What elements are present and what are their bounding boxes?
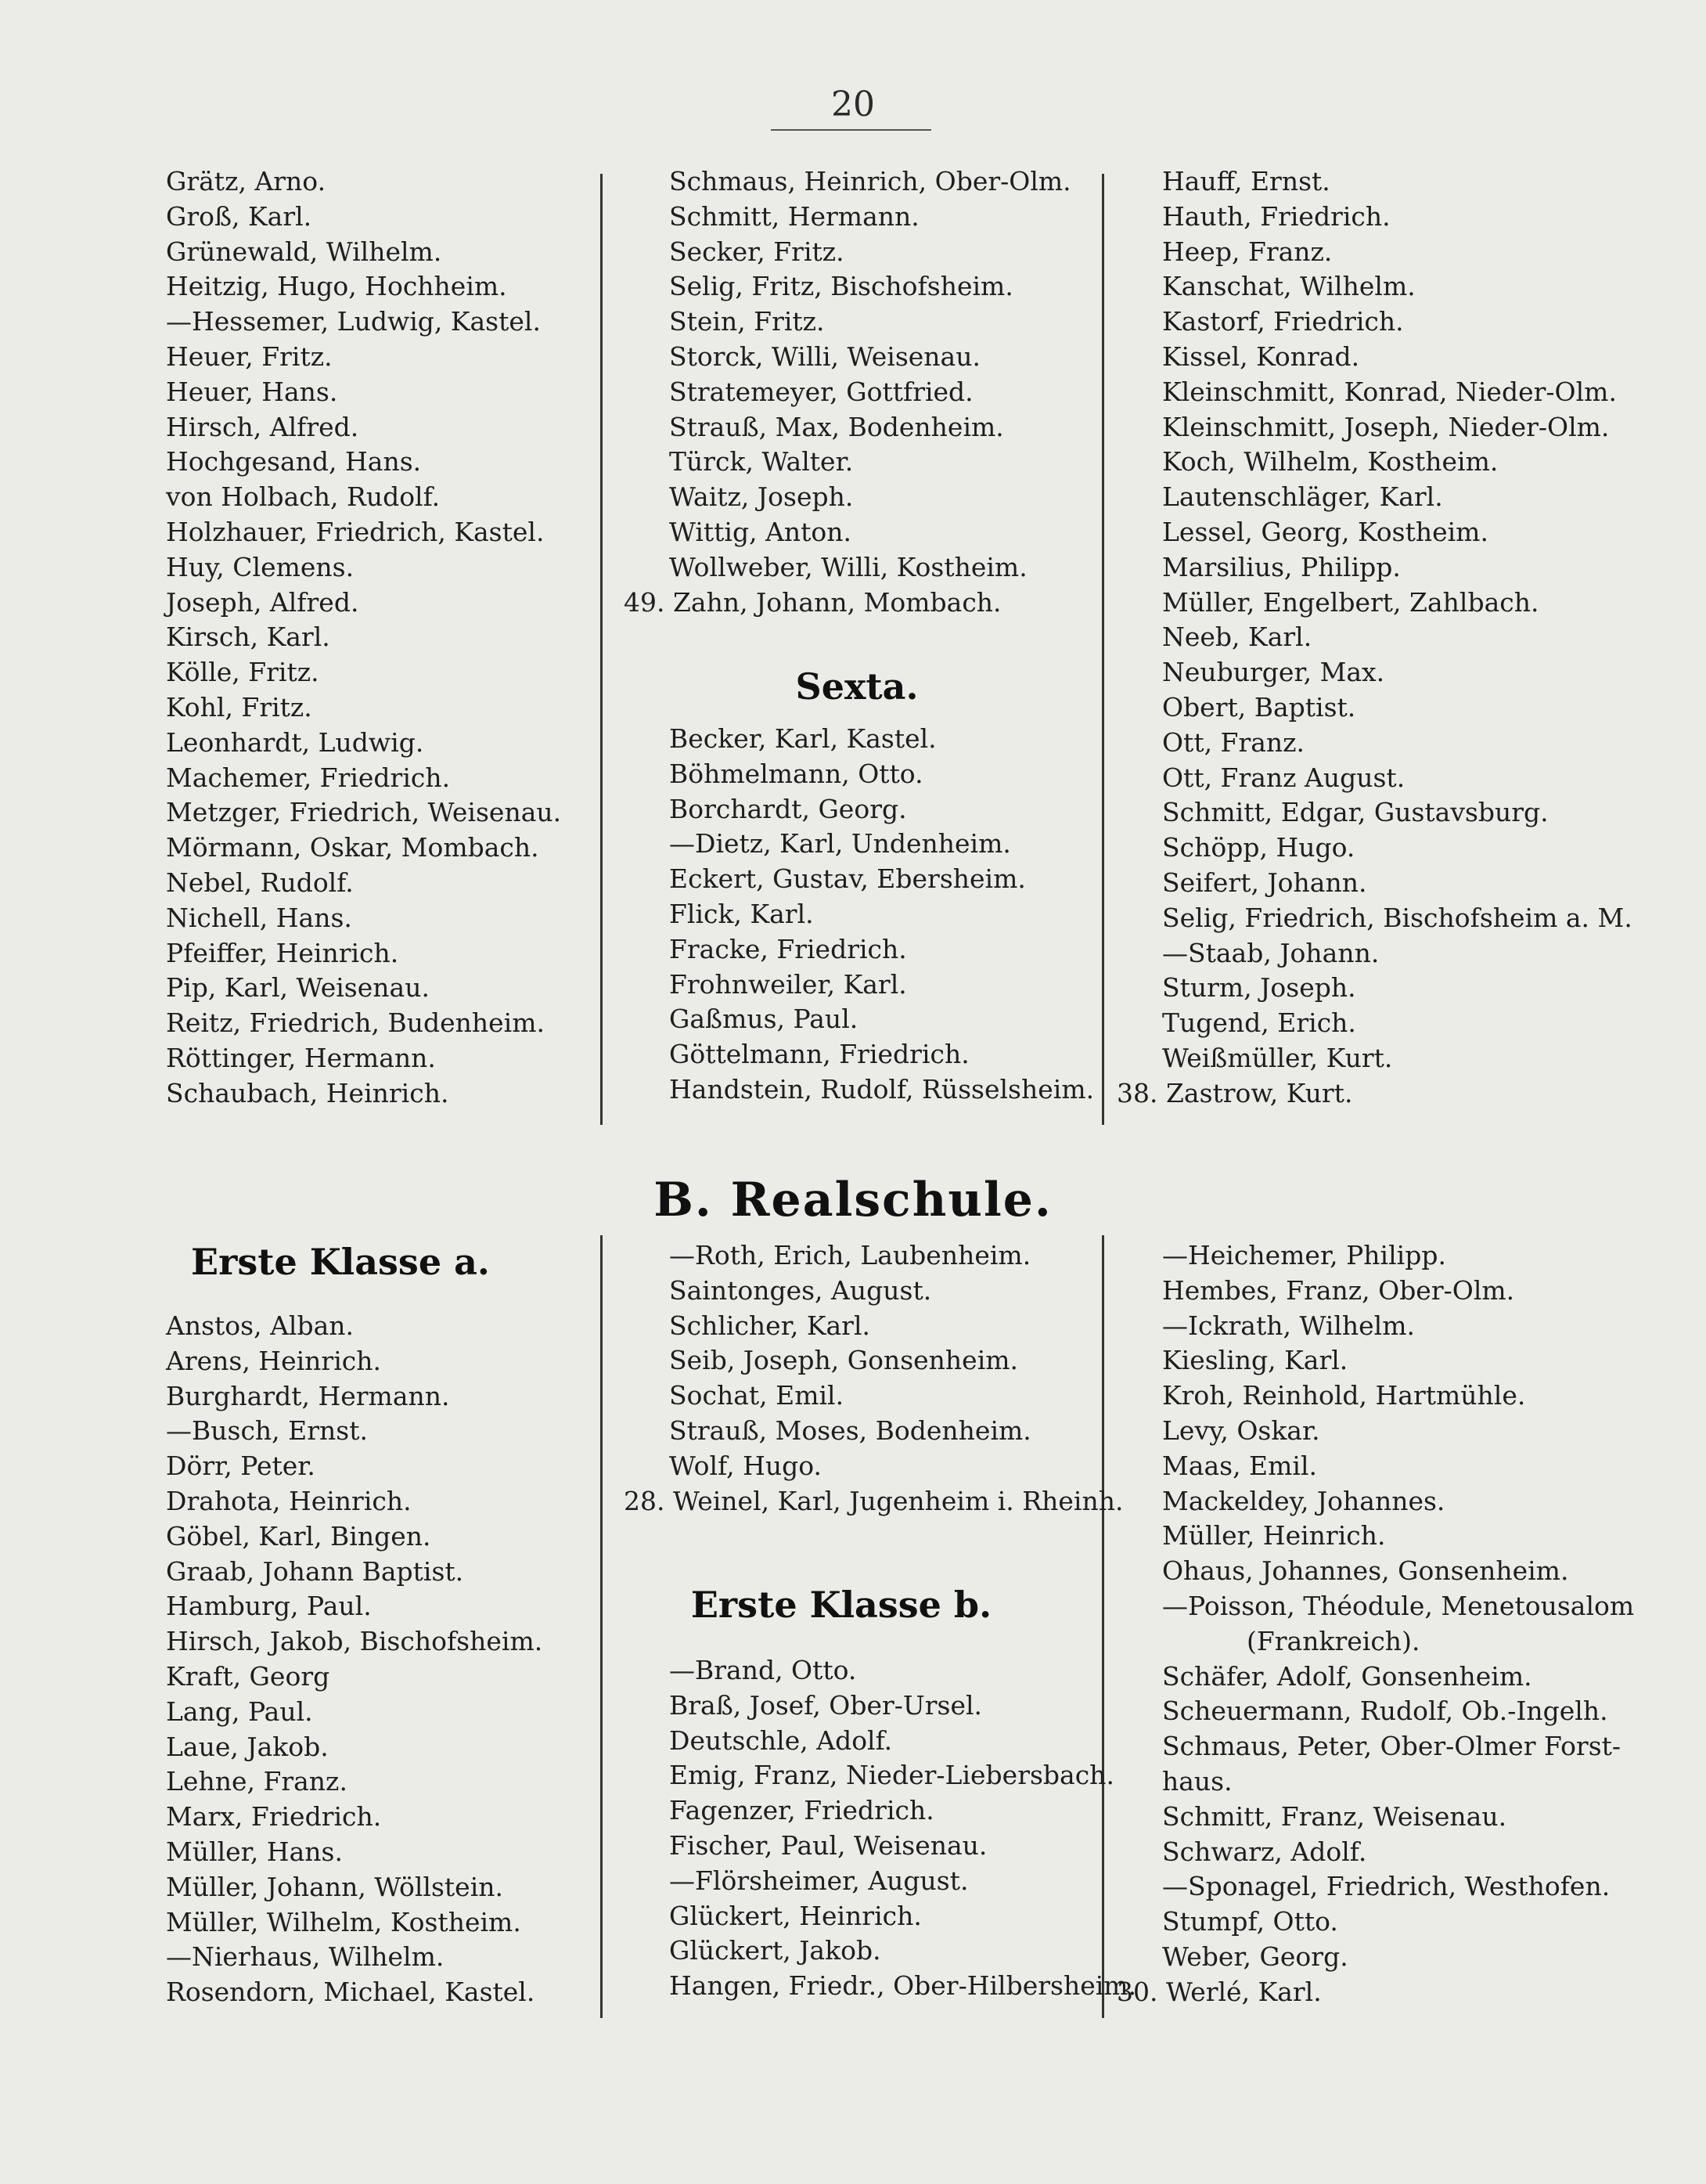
name-entry: Stumpf, Otto. bbox=[1162, 1906, 1338, 1937]
name-entry: Wolf, Hugo. bbox=[669, 1450, 822, 1481]
name-entry: Emig, Franz, Nieder-Liebersbach. bbox=[669, 1760, 1114, 1791]
name-entry: Neeb, Karl. bbox=[1162, 622, 1312, 653]
name-entry: —Nierhaus, Wilhelm. bbox=[166, 1941, 444, 1973]
name-entry: Eckert, Gustav, Ebersheim. bbox=[669, 863, 1026, 895]
name-entry: Wittig, Anton. bbox=[669, 516, 852, 547]
name-entry: Selig, Fritz, Bischofsheim. bbox=[669, 271, 1013, 302]
name-entry: —Sponagel, Friedrich, Westhofen. bbox=[1162, 1871, 1611, 1902]
name-entry: Pip, Karl, Weisenau. bbox=[166, 972, 430, 1004]
name-entry: Fischer, Paul, Weisenau. bbox=[669, 1829, 988, 1861]
name-entry: Becker, Karl, Kastel. bbox=[669, 723, 937, 754]
name-entry: Schöpp, Hugo. bbox=[1162, 832, 1355, 863]
name-entry: Röttinger, Hermann. bbox=[166, 1042, 436, 1073]
erste-klasse-b-heading: Erste Klasse b. bbox=[690, 1584, 992, 1626]
name-entry: Burghardt, Hermann. bbox=[166, 1380, 450, 1411]
name-entry: Müller, Heinrich. bbox=[1162, 1520, 1386, 1552]
name-entry: Marx, Friedrich. bbox=[166, 1801, 382, 1833]
name-entry: Seifert, Johann. bbox=[1162, 867, 1367, 898]
name-entry: —Heichemer, Philipp. bbox=[1162, 1240, 1446, 1270]
name-entry: Göttelmann, Friedrich. bbox=[669, 1039, 970, 1070]
page-number: 20 bbox=[831, 85, 875, 124]
sexta-list bbox=[669, 722, 1094, 1108]
name-entry: Strauß, Max, Bodenheim. bbox=[669, 411, 1004, 442]
name-entry: Storck, Willi, Weisenau. bbox=[669, 341, 981, 372]
name-entry: —Brand, Otto. bbox=[669, 1655, 857, 1685]
name-entry: Ott, Franz. bbox=[1162, 726, 1305, 758]
name-entry: Rosendorn, Michael, Kastel. bbox=[166, 1977, 535, 2008]
name-entry: —Hessemer, Ludwig, Kastel. bbox=[166, 306, 541, 337]
name-entry: Stein, Fritz. bbox=[669, 306, 825, 337]
name-entry: Nebel, Rudolf. bbox=[166, 867, 354, 898]
name-entry: Heitzig, Hugo, Hochheim. bbox=[166, 271, 507, 302]
page-number-rule bbox=[771, 129, 931, 131]
name-entry: Kölle, Fritz. bbox=[166, 657, 319, 688]
name-entry: Waitz, Joseph. bbox=[669, 481, 854, 513]
top-column-3 bbox=[1117, 164, 1632, 1112]
name-entry: Müller, Hans. bbox=[166, 1836, 343, 1867]
erste-klasse-b-list bbox=[669, 1653, 1136, 2004]
name-entry: Gaßmus, Paul. bbox=[669, 1004, 858, 1035]
name-entry: Borchardt, Georg. bbox=[669, 793, 907, 824]
name-entry: Maas, Emil. bbox=[1162, 1450, 1318, 1481]
name-entry: Reitz, Friedrich, Budenheim. bbox=[166, 1007, 545, 1039]
name-entry: Stratemeyer, Gottfried. bbox=[669, 376, 974, 407]
name-entry: Drahota, Heinrich. bbox=[166, 1485, 412, 1516]
name-entry: Dörr, Peter. bbox=[166, 1451, 315, 1482]
sexta-heading: Sexta. bbox=[795, 665, 919, 708]
name-entry: Leonhardt, Ludwig. bbox=[166, 726, 424, 758]
name-entry: von Holbach, Rudolf. bbox=[166, 481, 441, 513]
name-entry: Kissel, Konrad. bbox=[1162, 341, 1360, 372]
name-entry: Kroh, Reinhold, Hartmühle. bbox=[1162, 1380, 1526, 1411]
name-entry: Kohl, Fritz. bbox=[166, 691, 312, 723]
name-entry: Flick, Karl. bbox=[669, 898, 814, 929]
name-entry: Saintonges, August. bbox=[669, 1274, 932, 1306]
name-entry: Wollweber, Willi, Kostheim. bbox=[669, 551, 1028, 582]
top-column-1 bbox=[166, 164, 561, 1112]
name-entry: Sochat, Emil. bbox=[669, 1380, 844, 1411]
name-entry: Hauth, Friedrich. bbox=[1162, 200, 1391, 232]
name-entry: Handstein, Rudolf, Rüsselsheim. bbox=[669, 1073, 1095, 1105]
name-entry: Ott, Franz August. bbox=[1162, 762, 1405, 793]
name-entry: —Dietz, Karl, Undenheim. bbox=[669, 828, 1011, 860]
name-entry: Kleinschmitt, Konrad, Nieder-Olm. bbox=[1162, 376, 1617, 407]
name-entry: —Busch, Ernst. bbox=[166, 1415, 368, 1447]
erste-klasse-a-heading: Erste Klasse a. bbox=[191, 1241, 490, 1283]
name-entry: Kirsch, Karl. bbox=[166, 622, 330, 653]
name-entry: Weißmüller, Kurt. bbox=[1162, 1042, 1393, 1073]
name-entry: Anstos, Alban. bbox=[166, 1310, 354, 1341]
name-entry: Kraft, Georg bbox=[166, 1660, 330, 1692]
name-entry: Groß, Karl. bbox=[166, 200, 312, 232]
name-entry: Heep, Franz. bbox=[1162, 236, 1333, 267]
name-entry: Levy, Oskar. bbox=[1162, 1415, 1320, 1446]
name-entry: haus. bbox=[1162, 1765, 1233, 1797]
name-entry: Böhmelmann, Otto. bbox=[669, 758, 923, 789]
column-divider-bottom-left bbox=[600, 1235, 603, 2018]
name-entry: Mörmann, Oskar, Mombach. bbox=[166, 832, 539, 863]
name-entry: Hirsch, Alfred. bbox=[166, 411, 359, 442]
top-column-2 bbox=[624, 164, 1071, 620]
name-entry: 49. Zahn, Johann, Mombach. bbox=[624, 586, 1002, 618]
name-entry: Fracke, Friedrich. bbox=[669, 933, 907, 964]
name-entry: —Roth, Erich, Laubenheim. bbox=[669, 1240, 1031, 1270]
column-divider-top-right bbox=[1102, 174, 1104, 1125]
name-entry: (Frankreich). bbox=[1247, 1625, 1420, 1656]
name-entry: Fagenzer, Friedrich. bbox=[669, 1795, 934, 1826]
name-entry: Schäfer, Adolf, Gonsenheim. bbox=[1162, 1660, 1532, 1692]
name-entry: Lautenschläger, Karl. bbox=[1162, 481, 1443, 513]
name-entry: Strauß, Moses, Bodenheim. bbox=[669, 1415, 1031, 1446]
name-entry: Arens, Heinrich. bbox=[166, 1345, 381, 1376]
name-entry: 30. Werlé, Karl. bbox=[1117, 1976, 1322, 2007]
name-entry: Schmaus, Heinrich, Ober-Olm. bbox=[669, 166, 1071, 196]
name-entry: Hangen, Friedr., Ober-Hilbersheim. bbox=[669, 1970, 1137, 2002]
name-entry: Schmitt, Hermann. bbox=[669, 200, 920, 232]
name-entry: Lessel, Georg, Kostheim. bbox=[1162, 516, 1488, 547]
name-entry: Secker, Fritz. bbox=[669, 236, 844, 267]
name-entry: Selig, Friedrich, Bischofsheim a. M. bbox=[1162, 902, 1632, 933]
bottom-column-2 bbox=[624, 1238, 1124, 1519]
column-divider-top-left bbox=[600, 174, 603, 1125]
name-entry: Hauff, Ernst. bbox=[1162, 166, 1330, 196]
name-entry: —Flörsheimer, August. bbox=[669, 1865, 969, 1896]
name-entry: Deutschle, Adolf. bbox=[669, 1724, 893, 1756]
realschule-heading: B. Realschule. bbox=[653, 1173, 1053, 1227]
name-entry: Metzger, Friedrich, Weisenau. bbox=[166, 797, 562, 828]
name-entry: Tugend, Erich. bbox=[1162, 1007, 1356, 1039]
name-entry: Hirsch, Jakob, Bischofsheim. bbox=[166, 1626, 543, 1657]
name-entry: Kiesling, Karl. bbox=[1162, 1345, 1348, 1376]
name-entry: Schmitt, Franz, Weisenau. bbox=[1162, 1800, 1507, 1832]
name-entry: Machemer, Friedrich. bbox=[166, 762, 451, 793]
bottom-column-3 bbox=[1117, 1238, 1635, 2010]
name-entry: Nichell, Hans. bbox=[166, 902, 352, 933]
name-entry: Müller, Engelbert, Zahlbach. bbox=[1162, 586, 1539, 618]
name-entry: Heuer, Fritz. bbox=[166, 341, 333, 372]
name-entry: —Poisson, Théodule, Menetousalom bbox=[1162, 1590, 1635, 1621]
name-entry: Joseph, Alfred. bbox=[166, 586, 359, 618]
name-entry: Grünewald, Wilhelm. bbox=[166, 236, 442, 267]
name-entry: Schmitt, Edgar, Gustavsburg. bbox=[1162, 797, 1549, 828]
name-entry: 38. Zastrow, Kurt. bbox=[1117, 1077, 1353, 1108]
name-entry: Hamburg, Paul. bbox=[166, 1591, 372, 1622]
name-entry: Koch, Wilhelm, Kostheim. bbox=[1162, 446, 1499, 478]
name-entry: 28. Weinel, Karl, Jugenheim i. Rheinh. bbox=[624, 1485, 1124, 1516]
name-entry: Laue, Jakob. bbox=[166, 1731, 329, 1762]
name-entry: Kanschat, Wilhelm. bbox=[1162, 271, 1416, 302]
name-entry: Müller, Wilhelm, Kostheim. bbox=[166, 1906, 521, 1937]
name-entry: Schwarz, Adolf. bbox=[1162, 1836, 1367, 1867]
name-entry: Frohnweiler, Karl. bbox=[669, 968, 907, 1000]
name-entry: Heuer, Hans. bbox=[166, 376, 338, 407]
name-entry: —Staab, Johann. bbox=[1162, 937, 1380, 968]
name-entry: Kleinschmitt, Joseph, Nieder-Olm. bbox=[1162, 411, 1610, 442]
name-entry: Hochgesand, Hans. bbox=[166, 446, 422, 478]
name-entry: Marsilius, Philipp. bbox=[1162, 551, 1401, 582]
name-entry: Huy, Clemens. bbox=[166, 551, 355, 582]
name-entry: Müller, Johann, Wöllstein. bbox=[166, 1871, 503, 1902]
name-entry: Schlicher, Karl. bbox=[669, 1310, 870, 1341]
name-entry: Scheuermann, Rudolf, Ob.-Ingelh. bbox=[1162, 1696, 1608, 1727]
name-entry: Braß, Josef, Ober-Ursel. bbox=[669, 1689, 983, 1721]
name-entry: Schaubach, Heinrich. bbox=[166, 1077, 449, 1108]
name-entry: Ohaus, Johannes, Gonsenheim. bbox=[1162, 1555, 1569, 1587]
erste-klasse-a-list bbox=[166, 1309, 542, 2010]
name-entry: Türck, Walter. bbox=[669, 446, 854, 478]
name-entry: Hembes, Franz, Ober-Olm. bbox=[1162, 1274, 1515, 1306]
name-entry: Sturm, Joseph. bbox=[1162, 972, 1356, 1004]
name-entry: Glückert, Jakob. bbox=[669, 1935, 881, 1966]
name-entry: Grätz, Arno. bbox=[166, 166, 326, 196]
name-entry: Graab, Johann Baptist. bbox=[166, 1555, 464, 1587]
name-entry: Mackeldey, Johannes. bbox=[1162, 1485, 1445, 1516]
name-entry: Neuburger, Max. bbox=[1162, 657, 1385, 688]
name-entry: —Ickrath, Wilhelm. bbox=[1162, 1310, 1416, 1341]
name-entry: Glückert, Heinrich. bbox=[669, 1900, 922, 1931]
name-entry: Holzhauer, Friedrich, Kastel. bbox=[166, 516, 545, 547]
name-entry: Schmaus, Peter, Ober-Olmer Forst- bbox=[1162, 1731, 1621, 1762]
name-entry: Weber, Georg. bbox=[1162, 1941, 1348, 1972]
name-entry: Obert, Baptist. bbox=[1162, 691, 1356, 723]
name-entry: Pfeiffer, Heinrich. bbox=[166, 937, 399, 968]
name-entry: Seib, Joseph, Gonsenheim. bbox=[669, 1345, 1019, 1376]
name-entry: Kastorf, Friedrich. bbox=[1162, 306, 1404, 337]
name-entry: Lang, Paul. bbox=[166, 1696, 313, 1727]
name-entry: Göbel, Karl, Bingen. bbox=[166, 1520, 431, 1552]
name-entry: Lehne, Franz. bbox=[166, 1766, 347, 1797]
